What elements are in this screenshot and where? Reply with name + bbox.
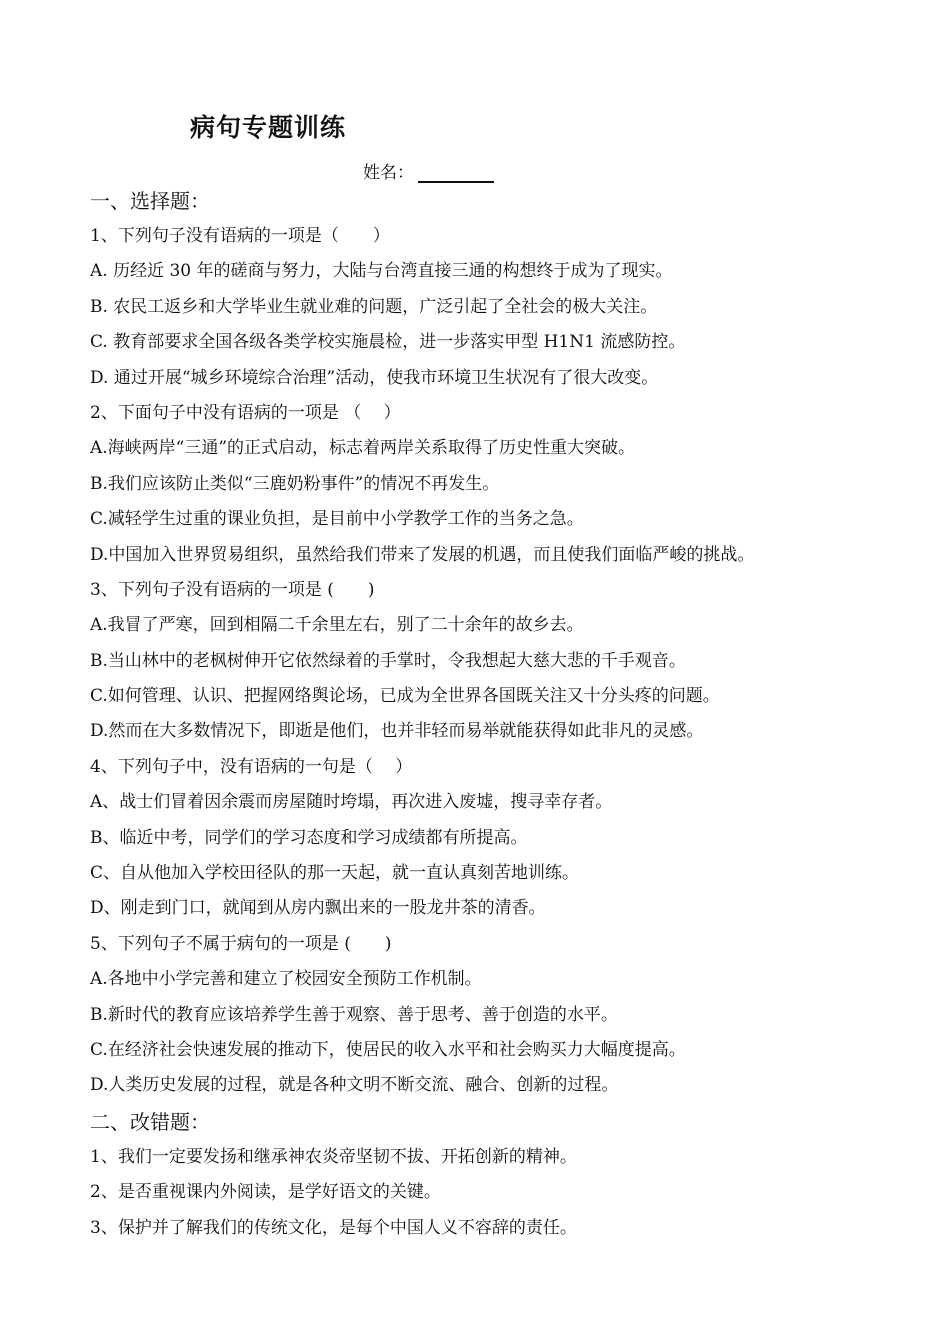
option-d: D.人类历史发展的过程，就是各种文明不断交流、融合、创新的过程。 bbox=[90, 1075, 619, 1096]
option-b: B.当山林中的老枫树伸开它依然绿着的手掌时，令我想起大慈大悲的千手观音。 bbox=[90, 650, 686, 671]
option-c: C、自从他加入学校田径队的那一天起，就一直认真刻苦地训练。 bbox=[90, 863, 580, 884]
question-2 bbox=[90, 396, 930, 573]
name-blank-line bbox=[418, 163, 494, 183]
option-c: C.减轻学生过重的课业负担，是目前中小学教学工作的当务之急。 bbox=[90, 509, 584, 530]
name-field-row bbox=[363, 158, 494, 183]
correction-item-2: 2、是否重视课内外阅读，是学好语文的关键。 bbox=[90, 1182, 441, 1203]
question-5 bbox=[90, 927, 930, 1104]
option-c: C. 教育部要求全国各级各类学校实施晨检，进一步落实甲型 H1N1 流感防控。 bbox=[90, 332, 686, 353]
option-d: D.中国加入世界贸易组织，虽然给我们带来了发展的机遇，而且使我们面临严峻的挑战。 bbox=[90, 544, 755, 565]
option-c: C.如何管理、认识、把握网络舆论场，已成为全世界各国既关注又十分头疼的问题。 bbox=[90, 686, 720, 707]
question-stem: 2、下面句子中没有语病的一项是 （ ） bbox=[90, 402, 401, 423]
question-stem: 4、下列句子中，没有语病的一句是（ ） bbox=[90, 756, 413, 777]
option-b: B.我们应该防止类似“三鹿奶粉事件”的情况不再发生。 bbox=[90, 473, 500, 494]
option-b: B、临近中考，同学们的学习态度和学习成绩都有所提高。 bbox=[90, 827, 528, 848]
correction-item-1: 1、我们一定要发扬和继承神农炎帝坚韧不拔、开拓创新的精神。 bbox=[90, 1146, 577, 1167]
section-heading-correction: 二、改错题： bbox=[90, 1109, 210, 1134]
option-b: B. 农民工返乡和大学毕业生就业难的问题，广泛引起了全社会的极大关注。 bbox=[90, 296, 658, 317]
option-a: A、战士们冒着因余震而房屋随时垮塌，再次进入废墟，搜寻幸存者。 bbox=[90, 792, 613, 813]
question-1 bbox=[90, 219, 930, 396]
question-stem: 5、下列句子不属于病句的一项是 ( ) bbox=[90, 933, 392, 954]
option-b: B.新时代的教育应该培养学生善于观察、善于思考、善于创造的水平。 bbox=[90, 1004, 618, 1025]
document-content bbox=[90, 183, 930, 1246]
section-heading-choice: 一、选择题： bbox=[90, 189, 210, 213]
question-3 bbox=[90, 573, 930, 750]
option-c: C.在经济社会快速发展的推动下，使居民的收入水平和社会购买力大幅度提高。 bbox=[90, 1039, 686, 1060]
option-a: A.各地中小学完善和建立了校园安全预防工作机制。 bbox=[90, 969, 482, 990]
question-stem: 3、下列句子没有语病的一项是 ( ) bbox=[90, 579, 375, 600]
option-d: D、刚走到门口，就闻到从房内飘出来的一股龙井茶的清香。 bbox=[90, 898, 546, 919]
page-title: 病句专题训练 bbox=[190, 113, 347, 142]
option-a: A.海峡两岸“三通”的正式启动，标志着两岸关系取得了历史性重大突破。 bbox=[90, 438, 636, 459]
option-a: A.我冒了严寒，回到相隔二千余里左右，别了二十余年的故乡去。 bbox=[90, 615, 584, 636]
question-stem: 1、下列句子没有语病的一项是（ ） bbox=[90, 226, 390, 246]
question-4 bbox=[90, 750, 930, 927]
option-a: A. 历经近 30 年的磋商与努力，大陆与台湾直接三通的构想终于成为了现实。 bbox=[90, 261, 673, 282]
option-d: D. 通过开展“城乡环境综合治理”活动，使我市环境卫生状况有了很大改变。 bbox=[90, 367, 659, 388]
correction-item-3: 3、保护并了解我们的传统文化，是每个中国人义不容辞的责任。 bbox=[90, 1217, 577, 1238]
name-label: 姓名： bbox=[363, 163, 414, 183]
option-d: D.然而在大多数情况下，即逝是他们，也并非轻而易举就能获得如此非凡的灵感。 bbox=[90, 721, 704, 742]
